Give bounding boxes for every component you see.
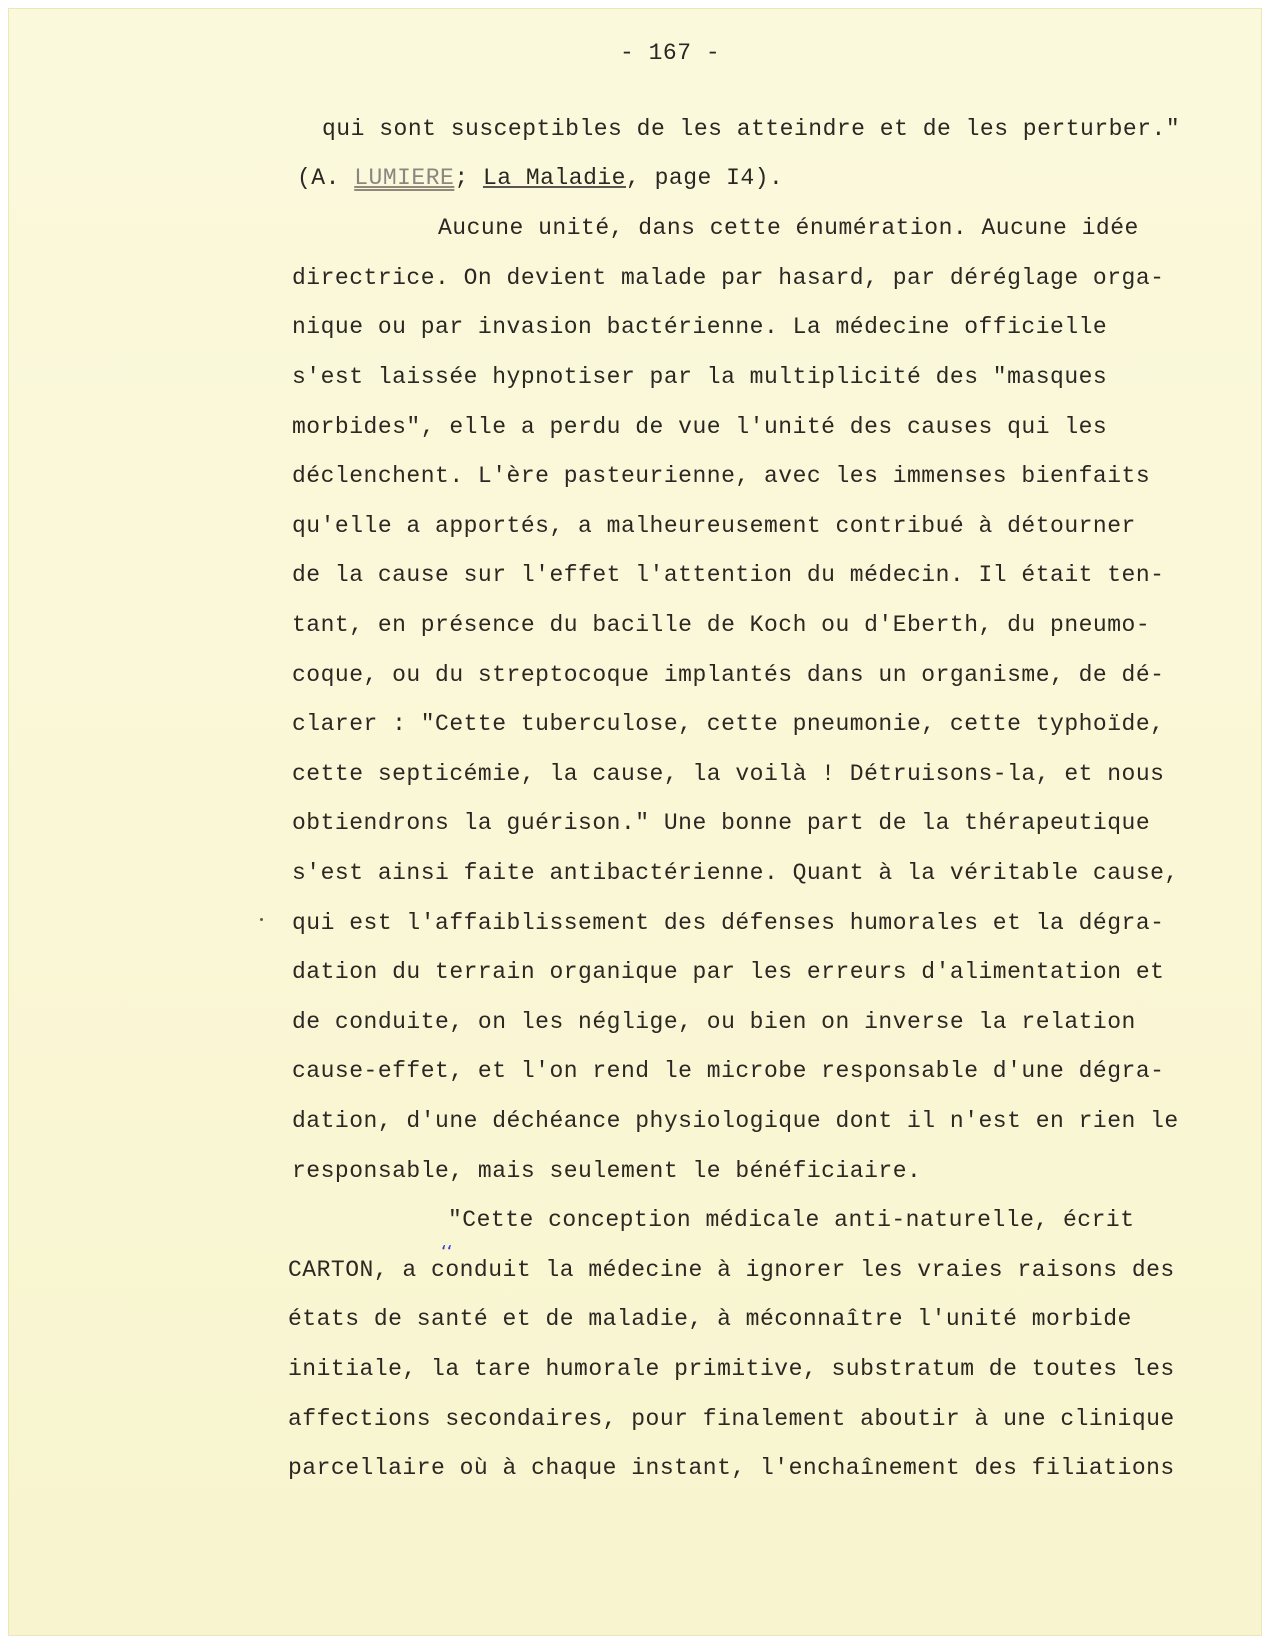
page-number: - 167 - [620,40,721,66]
text-line: dation, d'une déchéance physiologique dont il n'est en rien le [292,1108,1179,1134]
paper-speck [260,918,263,921]
text-line: s'est ainsi faite antibactérienne. Quant à la véritable cause, [292,860,1179,886]
text-line: déclenchent. L'ère pasteurienne, avec les immenses bienfaits [292,463,1151,489]
text-line: nique ou par invasion bactérienne. La médecine officielle [292,314,1108,340]
text-line: de la cause sur l'effet l'attention du médecin. Il était ten- [292,562,1165,588]
text-line: qui sont susceptibles de les atteindre et de les perturber." [322,116,1181,142]
text-line: s'est laissée hypnotiser par la multiplicité des "masques [292,364,1108,390]
citation-line [297,167,783,190]
text-line: initiale, la tare humorale primitive, substratum de toutes les [288,1356,1175,1382]
text-line: cette septicémie, la cause, la voilà ! Détruisons-la, et nous [292,761,1165,787]
text-line: morbides", elle a perdu de vue l'unité des causes qui les [292,414,1108,440]
text-line: responsable, mais seulement le bénéficiaire. [292,1158,922,1184]
text-line: qu'elle a apportés, a malheureusement contribué à détourner [292,513,1136,539]
citation-author: LUMIERE [354,165,455,191]
text-line: "Cette conception médicale anti-naturelle, écrit [448,1207,1135,1233]
document-page [8,8,1262,1636]
citation-separator: ; [454,165,483,191]
text-line: clarer : "Cette tuberculose, cette pneumonie, cette typhoïde, [292,711,1165,737]
citation-rest: , page I4). [625,165,784,191]
text-line: CARTON, a conduit la médecine à ignorer les vraies raisons des [288,1257,1175,1283]
citation-open: (A. [297,165,355,191]
text-line: directrice. On devient malade par hasard, par déréglage orga- [292,265,1165,291]
text-line: dation du terrain organique par les erreurs d'alimentation et [292,959,1165,985]
text-line: Aucune unité, dans cette énumération. Aucune idée [438,215,1139,241]
text-line: obtiendrons la guérison." Une bonne part de la thérapeutique [292,810,1151,836]
text-line: tant, en présence du bacille de Koch ou d'Eberth, du pneumo- [292,612,1151,638]
text-line: de conduite, on les néglige, ou bien on inverse la relation [292,1009,1136,1035]
text-line: parcellaire où à chaque instant, l'enchaînement des filiations [288,1455,1175,1481]
ink-quote-mark: ‘‘ [441,1242,453,1263]
text-line: cause-effet, et l'on rend le microbe responsable d'une dégra- [292,1058,1165,1084]
text-line: affections secondaires, pour finalement aboutir à une clinique [288,1406,1175,1432]
citation-work: La Maladie [482,165,626,191]
text-line: qui est l'affaiblissement des défenses humorales et la dégra- [292,910,1165,936]
text-line: états de santé et de maladie, à méconnaître l'unité morbide [288,1306,1132,1332]
text-line: coque, ou du streptocoque implantés dans un organisme, de dé- [292,662,1165,688]
